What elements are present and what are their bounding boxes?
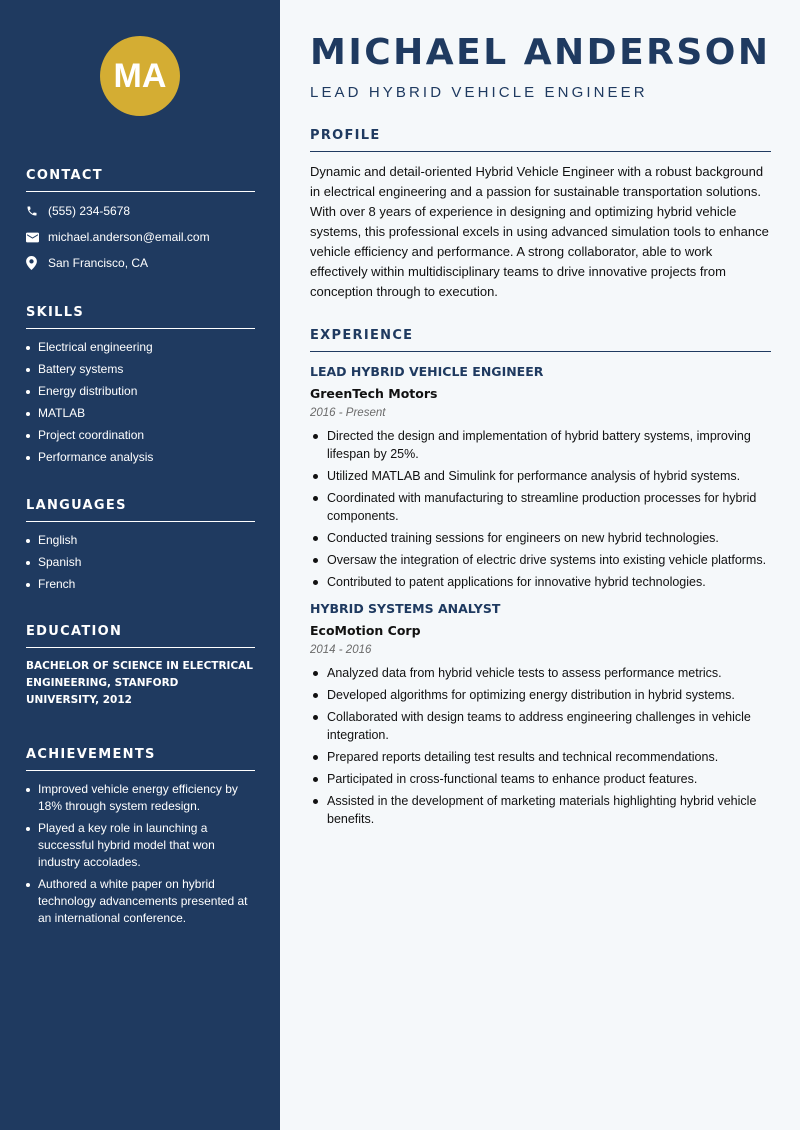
list-item: Contributed to patent applications for innovative hybrid technologies.	[310, 573, 771, 591]
contact-email-text: michael.anderson@email.com	[48, 230, 210, 244]
list-item: MATLAB	[26, 405, 255, 422]
job-title: LEAD HYBRID VEHICLE ENGINEER	[310, 84, 648, 101]
profile-section	[310, 128, 771, 302]
job-bullets	[310, 664, 771, 828]
job-dates: 2014 - 2016	[310, 644, 372, 656]
languages-list	[26, 532, 255, 593]
list-item: Directed the design and implementation of hybrid battery systems, improving lifespan by 25%.	[310, 427, 771, 463]
education-section	[26, 624, 255, 709]
achievements-heading: ACHIEVEMENTS	[26, 747, 255, 771]
list-item: Conducted training sessions for engineers on new hybrid technologies.	[310, 529, 771, 547]
phone-icon	[26, 205, 48, 217]
job-role: LEAD HYBRID VEHICLE ENGINEER	[310, 364, 544, 379]
list-item: Collaborated with design teams to address engineering challenges in vehicle integration.	[310, 708, 771, 744]
job-role: HYBRID SYSTEMS ANALYST	[310, 601, 501, 616]
education-heading: EDUCATION	[26, 624, 255, 648]
list-item: Battery systems	[26, 361, 255, 378]
list-item: Authored a white paper on hybrid technology advancements presented at an international conference.	[26, 876, 255, 927]
list-item: Electrical engineering	[26, 339, 255, 356]
job-entry	[310, 601, 771, 828]
list-item: Participated in cross-functional teams to enhance product features.	[310, 770, 771, 788]
list-item: Spanish	[26, 554, 255, 571]
list-item: Energy distribution	[26, 383, 255, 400]
contact-location	[26, 250, 255, 276]
list-item: French	[26, 576, 255, 593]
achievements-section	[26, 747, 255, 932]
contact-phone	[26, 198, 255, 224]
list-item: Utilized MATLAB and Simulink for performance analysis of hybrid systems.	[310, 467, 771, 485]
list-item: Improved vehicle energy efficiency by 18% through system redesign.	[26, 781, 255, 815]
list-item: Played a key role in launching a successful hybrid model that won industry accolades.	[26, 820, 255, 871]
skills-heading: SKILLS	[26, 305, 255, 329]
contact-section	[26, 168, 255, 276]
achievements-list	[26, 781, 255, 927]
company-name: GreenTech Motors	[310, 386, 438, 401]
list-item: Developed algorithms for optimizing energy distribution in hybrid systems.	[310, 686, 771, 704]
sidebar	[0, 0, 280, 1130]
contact-phone-text: (555) 234-5678	[48, 204, 131, 218]
list-item: English	[26, 532, 255, 549]
languages-section	[26, 498, 255, 598]
contact-email	[26, 224, 255, 250]
education-degree: BACHELOR OF SCIENCE IN ELECTRICAL ENGINEERING, STANFORD UNIVERSITY, 2012	[26, 660, 253, 706]
experience-heading: EXPERIENCE	[310, 328, 771, 352]
contact-heading: CONTACT	[26, 168, 255, 192]
skills-list	[26, 339, 255, 466]
skills-section	[26, 305, 255, 471]
list-item: Analyzed data from hybrid vehicle tests to assess performance metrics.	[310, 664, 771, 682]
profile-text: Dynamic and detail-oriented Hybrid Vehicle Engineer with a robust background in electrical engineering and a passion for sustainable transportation solutions. With over 8 years of experience in designing and optimizing hybrid vehicle systems, this professional excels in using advanced simulation tools to enhance vehicle efficiency and performance. A strong collaborator, able to work effectively within multidisciplinary teams to drive innovative projects from conception through to execution.	[310, 164, 769, 299]
mail-icon	[26, 232, 48, 243]
job-entry	[310, 364, 771, 591]
list-item: Performance analysis	[26, 449, 255, 466]
job-dates: 2016 - Present	[310, 407, 386, 419]
avatar	[100, 36, 180, 116]
avatar-initials: MA	[113, 56, 167, 95]
list-item: Prepared reports detailing test results and technical recommendations.	[310, 748, 771, 766]
contact-location-text: San Francisco, CA	[48, 256, 149, 270]
list-item: Assisted in the development of marketing materials highlighting hybrid vehicle benefits.	[310, 792, 771, 828]
list-item: Coordinated with manufacturing to streamline production processes for hybrid components.	[310, 489, 771, 525]
experience-section	[310, 328, 771, 832]
company-name: EcoMotion Corp	[310, 623, 421, 638]
list-item: Project coordination	[26, 427, 255, 444]
profile-heading: PROFILE	[310, 128, 771, 152]
page-title: MICHAEL ANDERSON	[310, 32, 771, 73]
languages-heading: LANGUAGES	[26, 498, 255, 522]
list-item: Oversaw the integration of electric drive systems into existing vehicle platforms.	[310, 551, 771, 569]
job-bullets	[310, 427, 771, 591]
location-pin-icon	[26, 256, 48, 270]
